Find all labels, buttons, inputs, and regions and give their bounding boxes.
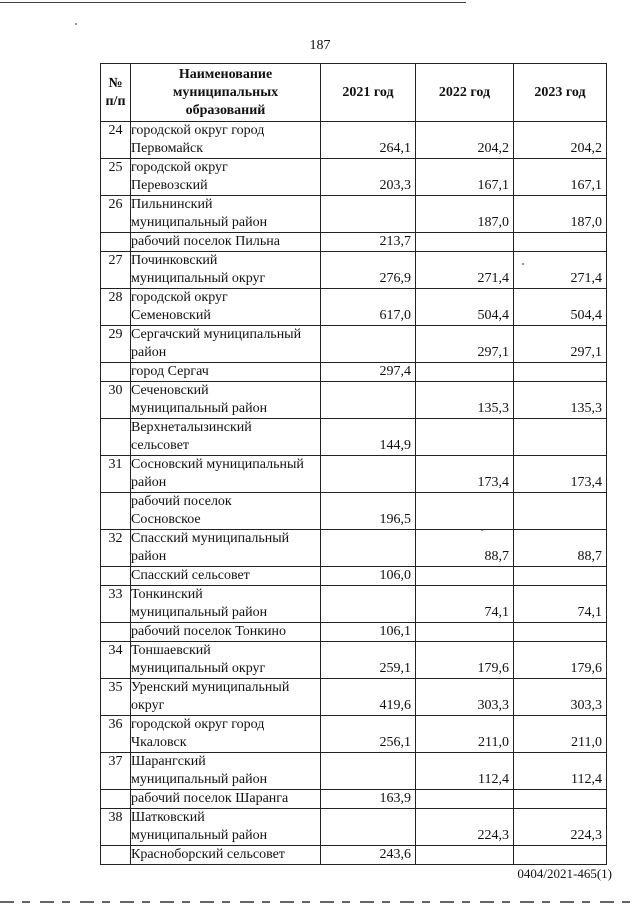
row-number: 25 <box>101 159 131 196</box>
municipality-name <box>131 530 321 567</box>
table-row <box>101 326 607 363</box>
header-num <box>101 64 131 122</box>
value-2022 <box>416 493 514 530</box>
municipality-name-line: Спасский муниципальный <box>131 531 290 546</box>
row-number: 32 <box>101 530 131 567</box>
value-2023: 297,1 <box>514 326 607 363</box>
header-num-line: № <box>108 75 123 91</box>
row-number: 30 <box>101 382 131 419</box>
value-2021: 297,4 <box>321 363 416 382</box>
value-2022: 224,3 <box>416 809 514 846</box>
municipality-name <box>131 586 321 623</box>
table-row <box>101 716 607 753</box>
value-2023: 167,1 <box>514 159 607 196</box>
value-2021: 264,1 <box>321 122 416 159</box>
value-2023 <box>514 623 607 642</box>
table-row <box>101 419 607 456</box>
municipality-name-line: район <box>131 549 167 564</box>
value-2021 <box>321 326 416 363</box>
header-2023: 2023 год <box>514 64 607 122</box>
table-row <box>101 159 607 196</box>
table-row <box>101 679 607 716</box>
municipality-name-line: Пильнинский <box>131 197 213 212</box>
value-2022: 173,4 <box>416 456 514 493</box>
scan-speck <box>75 23 77 25</box>
value-2021 <box>321 456 416 493</box>
value-2022: 88,7 <box>416 530 514 567</box>
value-2022 <box>416 567 514 586</box>
municipality-name <box>131 122 321 159</box>
value-2023: 187,0 <box>514 196 607 233</box>
value-2023 <box>514 493 607 530</box>
value-2023: 179,6 <box>514 642 607 679</box>
municipality-name-line: район <box>131 475 167 490</box>
municipality-name-line: городской округ <box>131 160 228 175</box>
municipality-name <box>131 196 321 233</box>
table-body <box>101 122 607 865</box>
municipality-name-line: муниципальный район <box>131 772 268 787</box>
bottom-rule <box>0 901 640 903</box>
header-2022: 2022 год <box>416 64 514 122</box>
table-row <box>101 233 607 252</box>
row-number: 34 <box>101 642 131 679</box>
value-2021: 203,3 <box>321 159 416 196</box>
row-number <box>101 790 131 809</box>
municipality-name-line: рабочий поселок Тонкино <box>131 624 287 639</box>
row-number <box>101 363 131 382</box>
table-row <box>101 623 607 642</box>
municipality-name-line: Красноборский сельсовет <box>131 847 285 862</box>
table-row <box>101 642 607 679</box>
value-2021: 106,1 <box>321 623 416 642</box>
row-number: 37 <box>101 753 131 790</box>
value-2022 <box>416 790 514 809</box>
municipality-name <box>131 456 321 493</box>
municipality-name-line: Уренский муниципальный <box>131 680 290 695</box>
header-2021: 2021 год <box>321 64 416 122</box>
municipality-name-line: муниципальный округ <box>131 661 266 676</box>
value-2023 <box>514 567 607 586</box>
row-number <box>101 419 131 456</box>
municipality-name-line: муниципальный район <box>131 605 268 620</box>
value-2021 <box>321 809 416 846</box>
value-2022: 204,2 <box>416 122 514 159</box>
header-name <box>131 64 321 122</box>
value-2023: 504,4 <box>514 289 607 326</box>
value-2021: 243,6 <box>321 846 416 865</box>
table-row <box>101 567 607 586</box>
value-2022: 167,1 <box>416 159 514 196</box>
municipality-name <box>131 790 321 809</box>
municipality-name <box>131 289 321 326</box>
municipality-name-line: Первомайск <box>131 141 204 156</box>
municipality-name-line: сельсовет <box>131 438 190 453</box>
municipality-name <box>131 809 321 846</box>
municipality-name-line: рабочий поселок <box>131 494 232 509</box>
value-2021 <box>321 753 416 790</box>
value-2023: 74,1 <box>514 586 607 623</box>
value-2023: 135,3 <box>514 382 607 419</box>
value-2023: 224,3 <box>514 809 607 846</box>
municipality-name-line: муниципальный район <box>131 215 268 230</box>
value-2023: 211,0 <box>514 716 607 753</box>
value-2023: 88,7 <box>514 530 607 567</box>
row-number: 31 <box>101 456 131 493</box>
value-2022 <box>416 623 514 642</box>
header-name-line: образований <box>185 102 266 118</box>
municipality-name <box>131 252 321 289</box>
row-number <box>101 493 131 530</box>
municipality-name-line: Перевозский <box>131 178 208 193</box>
table-row <box>101 289 607 326</box>
table-row <box>101 846 607 865</box>
municipality-name <box>131 642 321 679</box>
table-row <box>101 753 607 790</box>
value-2022: 297,1 <box>416 326 514 363</box>
page-number: 187 <box>309 38 331 53</box>
municipality-name <box>131 419 321 456</box>
municipality-name-line: Сосновское <box>131 512 201 527</box>
municipality-name <box>131 846 321 865</box>
value-2021 <box>321 530 416 567</box>
municipality-name-line: Сеченовский <box>131 383 209 398</box>
table-row <box>101 809 607 846</box>
value-2023: 112,4 <box>514 753 607 790</box>
value-2022: 74,1 <box>416 586 514 623</box>
table-row <box>101 586 607 623</box>
municipality-name-line: Тонкинский <box>131 587 203 602</box>
municipality-name-line: Семеновский <box>131 308 211 323</box>
municipality-name-line: городской округ город <box>131 717 265 732</box>
value-2021 <box>321 196 416 233</box>
row-number <box>101 567 131 586</box>
value-2022 <box>416 846 514 865</box>
value-2021: 256,1 <box>321 716 416 753</box>
value-2022 <box>416 363 514 382</box>
value-2021: 196,5 <box>321 493 416 530</box>
municipality-name <box>131 326 321 363</box>
value-2023 <box>514 790 607 809</box>
header-name-line: муниципальных <box>172 84 279 100</box>
header-name-line: Наименование <box>178 66 273 82</box>
value-2021 <box>321 382 416 419</box>
municipality-name-line: район <box>131 345 167 360</box>
municipality-name <box>131 679 321 716</box>
value-2023: 204,2 <box>514 122 607 159</box>
municipality-name-line: Верхнеталызинский <box>131 420 252 435</box>
table-header-row <box>101 64 607 122</box>
document-code: 0404/2021-465(1) <box>517 866 612 881</box>
value-2022: 187,0 <box>416 196 514 233</box>
municipality-name-line: рабочий поселок Пильна <box>131 234 280 249</box>
value-2021: 144,9 <box>321 419 416 456</box>
municipality-name-line: рабочий поселок Шаранга <box>131 791 289 806</box>
row-number <box>101 233 131 252</box>
value-2022: 112,4 <box>416 753 514 790</box>
value-2023: 303,3 <box>514 679 607 716</box>
value-2021: 106,0 <box>321 567 416 586</box>
row-number <box>101 846 131 865</box>
value-2022: 211,0 <box>416 716 514 753</box>
municipality-name-line: муниципальный район <box>131 401 268 416</box>
table-row <box>101 530 607 567</box>
municipality-name <box>131 363 321 382</box>
table-row <box>101 252 607 289</box>
value-2023: 173,4 <box>514 456 607 493</box>
top-rule <box>0 2 466 3</box>
municipality-name-line: Тоншаевский <box>131 643 211 658</box>
value-2021: 617,0 <box>321 289 416 326</box>
value-2021: 213,7 <box>321 233 416 252</box>
municipality-name <box>131 493 321 530</box>
table-row <box>101 456 607 493</box>
value-2021: 419,6 <box>321 679 416 716</box>
row-number: 33 <box>101 586 131 623</box>
value-2023 <box>514 846 607 865</box>
header-num-line: п/п <box>105 93 126 109</box>
value-2022 <box>416 233 514 252</box>
row-number: 35 <box>101 679 131 716</box>
value-2022: 135,3 <box>416 382 514 419</box>
municipality-name <box>131 233 321 252</box>
municipality-name-line: округ <box>131 698 165 713</box>
municipality-name-line: Спасский сельсовет <box>131 568 250 583</box>
municipality-name <box>131 716 321 753</box>
municipality-name-line: Чкаловск <box>131 735 187 750</box>
value-2021: 163,9 <box>321 790 416 809</box>
row-number: 28 <box>101 289 131 326</box>
municipality-name <box>131 753 321 790</box>
municipality-name-line: Сергачский муниципальный <box>131 327 302 342</box>
municipality-name <box>131 382 321 419</box>
municipality-name-line: муниципальный округ <box>131 271 266 286</box>
row-number: 38 <box>101 809 131 846</box>
value-2023 <box>514 363 607 382</box>
value-2023 <box>514 233 607 252</box>
value-2022: 504,4 <box>416 289 514 326</box>
table-row <box>101 363 607 382</box>
row-number: 27 <box>101 252 131 289</box>
row-number <box>101 623 131 642</box>
row-number: 24 <box>101 122 131 159</box>
municipality-name-line: город Сергач <box>131 364 209 379</box>
municipality-name-line: Сосновский муниципальный <box>131 457 304 472</box>
value-2022 <box>416 419 514 456</box>
table-row <box>101 196 607 233</box>
table-row <box>101 122 607 159</box>
municipality-name <box>131 567 321 586</box>
value-2021: 259,1 <box>321 642 416 679</box>
value-2021: 276,9 <box>321 252 416 289</box>
value-2023 <box>514 419 607 456</box>
table-row <box>101 382 607 419</box>
value-2022: 303,3 <box>416 679 514 716</box>
municipality-name <box>131 159 321 196</box>
row-number: 26 <box>101 196 131 233</box>
value-2022: 179,6 <box>416 642 514 679</box>
municipality-name <box>131 623 321 642</box>
municipality-name-line: городской округ город <box>131 123 265 138</box>
municipality-name-line: Шарангский <box>131 754 206 769</box>
municipality-name-line: городской округ <box>131 290 228 305</box>
municipality-name-line: муниципальный район <box>131 828 268 843</box>
municipality-name-line: Починковский <box>131 253 218 268</box>
table-row <box>101 790 607 809</box>
row-number: 29 <box>101 326 131 363</box>
value-2021 <box>321 586 416 623</box>
table-row <box>101 493 607 530</box>
value-2023: 271,4 <box>514 252 607 289</box>
municipality-name-line: Шатковский <box>131 810 205 825</box>
data-table <box>100 63 607 865</box>
value-2022: 271,4 <box>416 252 514 289</box>
row-number: 36 <box>101 716 131 753</box>
